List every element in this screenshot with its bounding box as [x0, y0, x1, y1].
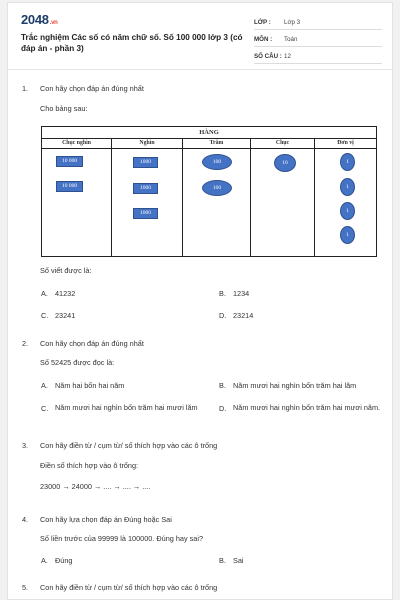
column-hundreds: Trăm 100 100 [183, 138, 251, 256]
answer-option[interactable]: A. Đúng [41, 556, 73, 565]
block-1000: 1000 [133, 208, 158, 219]
block-1: 1 [340, 153, 355, 171]
question-4-prompt: Con hãy lựa chọn đáp án Đúng hoặc Sai [40, 515, 172, 524]
block-1: 1 [340, 202, 355, 220]
block-10000: 10 000 [56, 156, 83, 167]
question-3-prompt: Con hãy điền từ / cụm từ/ số thích hợp vào các ô trống [40, 441, 218, 450]
worksheet-page [7, 2, 393, 600]
question-2-prompt: Con hãy chọn đáp án đúng nhất [40, 339, 144, 348]
answer-option[interactable]: C. Năm mươi hai nghìn bốn trăm hai mươi lăm [41, 403, 198, 413]
number-sequence: 23000 → 24000 → .... → .... → .... [40, 482, 151, 491]
question-5-prompt: Con hãy điền từ / cụm từ/ số thích hợp vào các ô trống [40, 583, 218, 592]
answer-option[interactable]: B. 1234 [219, 289, 250, 298]
block-1: 1 [340, 178, 355, 196]
answer-option[interactable]: B. Năm mươi hai nghìn bốn trăm hai lăm [219, 381, 357, 390]
answer-option[interactable]: B. Sai [219, 556, 244, 565]
question-1-sub: Số viết được là: [40, 266, 92, 275]
meta-info [254, 15, 382, 66]
question-1-intro: Cho bảng sau: [40, 104, 88, 113]
page-title: Trắc nghiệm Các số có năm chữ số. Số 100 000 lớp 3 (có đáp án - phần 3) [21, 33, 243, 53]
question-1-prompt: Con hãy chọn đáp án đúng nhất [40, 84, 144, 93]
site-logo[interactable]: 2048.vn [21, 12, 58, 27]
block-10000: 10 000 [56, 181, 83, 192]
column-units: Đơn vị 1 1 1 1 [315, 138, 376, 256]
answer-option[interactable]: A. Năm hai bốn hai năm [41, 381, 125, 390]
block-100: 100 [202, 180, 232, 196]
question-3-number: 3. [22, 441, 29, 450]
worksheet-header [8, 3, 392, 69]
question-1-number: 1. [22, 84, 29, 93]
block-10: 10 [274, 154, 296, 172]
header-divider [8, 69, 392, 70]
block-1000: 1000 [133, 157, 158, 168]
place-value-table [41, 126, 377, 257]
column-ten-thousands: Chục nghìn 10 000 10 000 [42, 138, 112, 256]
block-1000: 1000 [133, 183, 158, 194]
question-2-number: 2. [22, 339, 29, 348]
table-title: HÀNG [42, 127, 376, 139]
question-4-number: 4. [22, 515, 29, 524]
question-4-sub: Số liền trước của 99999 là 100000. Đúng hay sai? [40, 534, 204, 543]
answer-option[interactable]: D. 23214 [219, 311, 254, 320]
question-2-sub: Số 52425 được đọc là: [40, 358, 115, 367]
question-5-number: 5. [22, 583, 29, 592]
answer-option[interactable]: C. 23241 [41, 311, 76, 320]
question-3-sub: Điền số thích hợp vào ô trống: [40, 461, 139, 470]
column-tens: Chục 10 [251, 138, 315, 256]
meta-row-class: LỚP : Lớp 3 [254, 15, 382, 30]
answer-option[interactable]: D. Năm mươi hai nghìn bốn trăm hai mươi năm. [219, 403, 381, 413]
meta-row-count: SỐ CÂU : 12 [254, 49, 382, 64]
answer-option[interactable]: A. 41232 [41, 289, 76, 298]
meta-row-subject: MÔN : Toán [254, 32, 382, 47]
block-1: 1 [340, 226, 355, 244]
block-100: 100 [202, 154, 232, 170]
column-thousands: Nghìn 1000 1000 1000 [112, 138, 183, 256]
